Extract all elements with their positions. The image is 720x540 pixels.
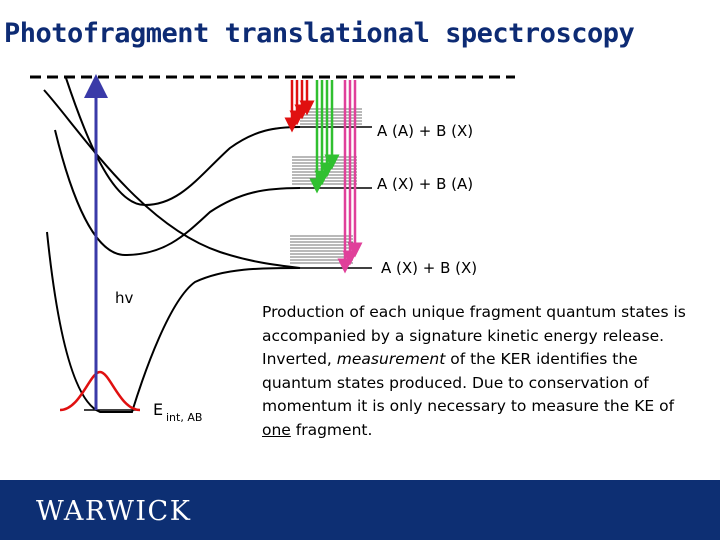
state-label-mid: A (X) + B (A) xyxy=(377,175,474,193)
levels-mid xyxy=(292,157,357,184)
repulsive-curve xyxy=(44,90,300,268)
eint-subscript: int, AB xyxy=(166,411,203,424)
description-part-2: of the KER identifies the quantum states produced. Due to conservation of momentum it is only necessary to measure the KE of xyxy=(262,350,675,415)
description-text xyxy=(262,301,702,442)
slide-title: Photofragment translational spectroscopy xyxy=(4,18,635,49)
photon-label: hv xyxy=(115,289,134,307)
warwick-logo: WARWICK xyxy=(36,496,192,527)
state-label-low: A (X) + B (X) xyxy=(381,259,478,277)
description-emphasis: measurement xyxy=(336,350,446,368)
state-label-top: A (A) + B (X) xyxy=(377,122,474,140)
excited-curve-upper xyxy=(66,78,300,205)
description-part-1: Production of each unique fragment quantum states is accompanied by a signature kinetic energy release. Inverted, xyxy=(262,303,686,368)
description-underline: one xyxy=(262,420,291,439)
description-part-3: fragment. xyxy=(290,420,373,439)
eint-label: E xyxy=(153,400,164,419)
pink-ker-arrows xyxy=(345,80,355,266)
ground-wavepacket xyxy=(60,372,140,410)
green-ker-arrows xyxy=(317,80,332,186)
levels-low xyxy=(290,236,353,263)
